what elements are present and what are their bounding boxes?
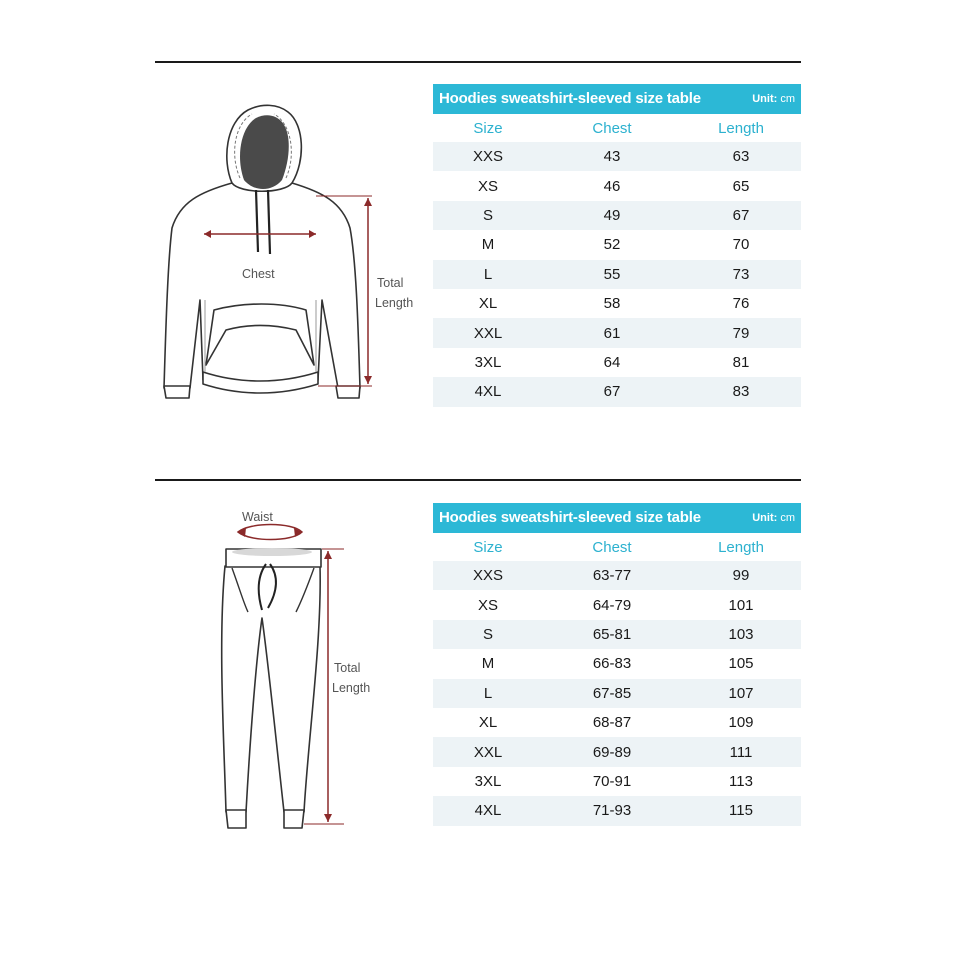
table-row bbox=[433, 590, 801, 619]
length-cell: 67 bbox=[681, 201, 801, 230]
column-header-size: Size bbox=[473, 538, 503, 556]
length-cell: 111 bbox=[681, 737, 801, 766]
column-header-length: Length bbox=[718, 119, 764, 137]
table-title: Hoodies sweatshirt-sleeved size table bbox=[439, 90, 701, 107]
length-cell: 99 bbox=[681, 561, 801, 590]
length-cell: 109 bbox=[728, 714, 754, 732]
chest-cell: 46 bbox=[603, 177, 621, 195]
size-cell: 3XL bbox=[474, 353, 502, 371]
size-cell: S bbox=[433, 620, 543, 649]
size-cell: XL bbox=[478, 295, 498, 313]
pants-length-label-2: Length bbox=[332, 681, 371, 695]
length-cell: 115 bbox=[681, 796, 801, 825]
length-cell: 76 bbox=[732, 295, 750, 313]
table-row bbox=[433, 260, 801, 289]
hoodie-length-label-2: Length bbox=[375, 296, 414, 310]
unit-label: Unit: bbox=[752, 512, 778, 524]
length-cell: 70 bbox=[732, 236, 750, 254]
table-row bbox=[433, 708, 801, 737]
size-cell: XXL bbox=[433, 737, 543, 766]
size-cell: M bbox=[481, 655, 495, 673]
table-row bbox=[433, 737, 801, 766]
size-cell: XS bbox=[477, 177, 498, 195]
column-header-length: Length bbox=[718, 538, 764, 556]
table-row bbox=[433, 649, 801, 678]
size-cell: XXL bbox=[433, 318, 543, 347]
length-cell: 79 bbox=[681, 318, 801, 347]
chest-cell: 63-77 bbox=[543, 561, 681, 590]
chest-cell: 49 bbox=[543, 201, 681, 230]
unit-note bbox=[752, 93, 795, 105]
chest-cell: 64-79 bbox=[592, 596, 632, 614]
chest-cell: 66-83 bbox=[592, 655, 632, 673]
size-cell: 4XL bbox=[433, 796, 543, 825]
table-title: Hoodies sweatshirt-sleeved size table bbox=[439, 509, 701, 526]
unit-label: Unit: bbox=[752, 93, 778, 105]
size-cell: L bbox=[433, 260, 543, 289]
hoodie-size-table bbox=[433, 84, 801, 407]
chest-cell: 43 bbox=[543, 142, 681, 171]
table-row bbox=[433, 679, 801, 708]
table-row bbox=[433, 348, 801, 377]
unit-value: cm bbox=[780, 93, 796, 105]
table-title-bar bbox=[433, 84, 801, 114]
chest-cell: 61 bbox=[543, 318, 681, 347]
size-cell: M bbox=[481, 236, 495, 254]
length-cell: 103 bbox=[681, 620, 801, 649]
size-cell: 3XL bbox=[474, 772, 502, 790]
chest-cell: 67-85 bbox=[543, 679, 681, 708]
chest-cell: 65-81 bbox=[543, 620, 681, 649]
size-cell: XXS bbox=[433, 561, 543, 590]
length-cell: 83 bbox=[681, 377, 801, 406]
pants-length-label-1: Total bbox=[334, 661, 361, 675]
length-cell: 65 bbox=[732, 177, 750, 195]
bottom-divider bbox=[155, 479, 801, 481]
length-cell: 63 bbox=[681, 142, 801, 171]
pants-size-table bbox=[433, 503, 801, 826]
chest-cell: 64 bbox=[603, 353, 621, 371]
size-cell: XS bbox=[477, 596, 498, 614]
table-row bbox=[433, 561, 801, 590]
size-cell: 4XL bbox=[433, 377, 543, 406]
chest-cell: 68-87 bbox=[592, 714, 632, 732]
chest-cell: 70-91 bbox=[592, 772, 632, 790]
table-row bbox=[433, 201, 801, 230]
chest-cell: 58 bbox=[603, 295, 621, 313]
pants-illustration bbox=[200, 500, 400, 835]
table-row bbox=[433, 377, 801, 406]
length-cell: 81 bbox=[732, 353, 750, 371]
size-cell: XL bbox=[478, 714, 498, 732]
table-row bbox=[433, 230, 801, 259]
size-cell: S bbox=[433, 201, 543, 230]
pants-waist-label: Waist bbox=[242, 510, 273, 524]
unit-value: cm bbox=[780, 512, 796, 524]
top-divider bbox=[155, 61, 801, 63]
table-row bbox=[433, 620, 801, 649]
table-row bbox=[433, 171, 801, 200]
table-row bbox=[433, 289, 801, 318]
table-row bbox=[433, 142, 801, 171]
column-header-chest: Chest bbox=[592, 119, 632, 137]
column-header-chest: Chest bbox=[592, 538, 632, 556]
chest-cell: 71-93 bbox=[543, 796, 681, 825]
length-cell: 107 bbox=[681, 679, 801, 708]
hoodie-chest-label: Chest bbox=[242, 267, 275, 281]
chest-cell: 52 bbox=[603, 236, 621, 254]
chest-cell: 55 bbox=[543, 260, 681, 289]
chest-cell: 67 bbox=[543, 377, 681, 406]
chest-cell: 69-89 bbox=[543, 737, 681, 766]
unit-note bbox=[752, 512, 795, 524]
length-cell: 73 bbox=[681, 260, 801, 289]
length-cell: 105 bbox=[728, 655, 754, 673]
size-cell: XXS bbox=[433, 142, 543, 171]
table-title-bar bbox=[433, 503, 801, 533]
size-cell: L bbox=[433, 679, 543, 708]
table-row bbox=[433, 318, 801, 347]
hoodie-illustration bbox=[150, 95, 430, 415]
table-row bbox=[433, 796, 801, 825]
table-row bbox=[433, 767, 801, 796]
hoodie-length-label-1: Total bbox=[377, 276, 404, 290]
length-cell: 113 bbox=[729, 772, 753, 790]
column-header-size: Size bbox=[473, 119, 503, 137]
length-cell: 101 bbox=[728, 596, 754, 614]
